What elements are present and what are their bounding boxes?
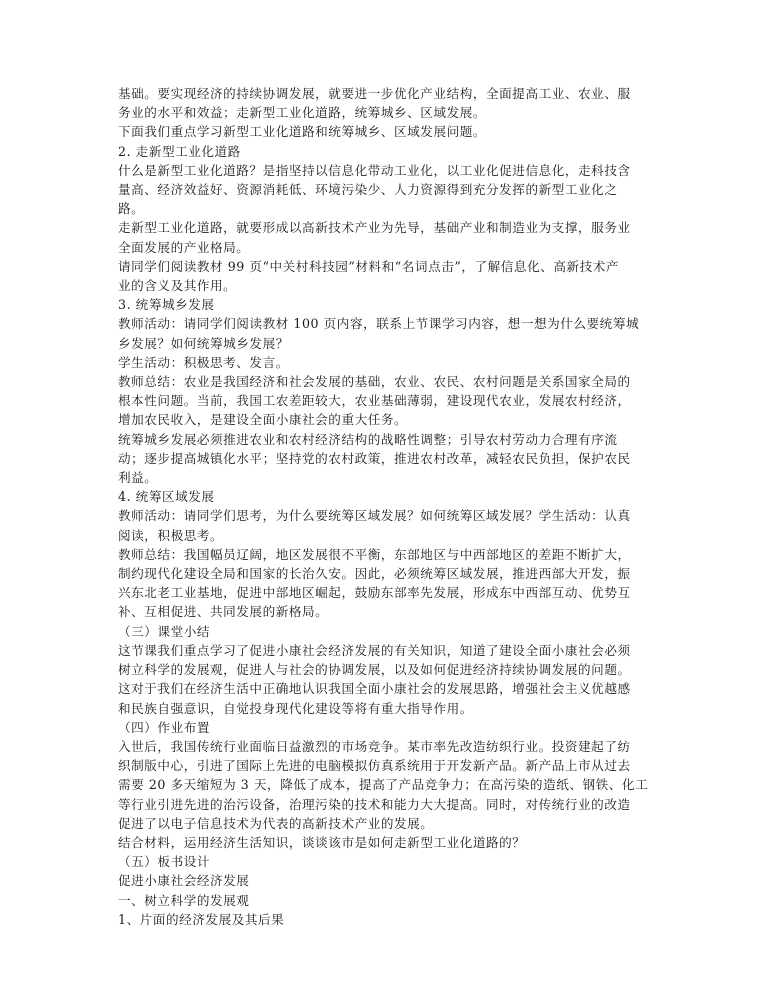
text-line: 织制版中心，引进了国际上先进的电脑模拟仿真系统用于开发新产品。新产品上市从过去	[118, 758, 631, 774]
text-line: 什么是新型工业化道路？是指坚持以信息化带动工业化，以工业化促进信息化，走科技含	[118, 162, 631, 178]
text-line: 促进小康社会经济发展	[118, 873, 250, 889]
text-line: 根本性问题。当前，我国工农差距较大，农业基础薄弱，建设现代农业，发展农村经济，	[118, 393, 631, 409]
text-line: 量高、经济效益好、资源消耗低、环境污染少、人力资源得到充分发挥的新型工业化之	[118, 182, 618, 198]
text-line: 教师总结：我国幅员辽阔，地区发展很不平衡，东部地区与中西部地区的差距不断扩大，	[118, 546, 631, 562]
text-line: 1、片面的经济发展及其后果	[118, 911, 285, 927]
text-line: 下面我们重点学习新型工业化道路和统筹城乡、区域发展问题。	[118, 124, 487, 140]
text-line: 教师总结：农业是我国经济和社会发展的基础，农业、农民、农村问题是关系国家全局的	[118, 374, 631, 390]
text-line: 教师活动：请同学们阅读教材 100 页内容，联系上节课学习内容，想一想为什么要统筹城	[118, 316, 640, 332]
text-line: 动；逐步提高城镇化水平；坚持党的农村政策，推进农村改革，减轻农民负担，保护农民	[118, 450, 631, 466]
text-line: 全面发展的产业格局。	[118, 239, 250, 255]
text-line: 增加农民收入，是建设全面小康社会的重大任务。	[118, 412, 408, 428]
section-heading: （四）作业布置	[118, 719, 211, 735]
section-heading: 4. 统筹区域发展	[118, 489, 215, 505]
document-page	[118, 84, 656, 929]
text-line: 务业的水平和效益；走新型工业化道路，统筹城乡、区域发展。	[118, 105, 487, 121]
text-line: 补、互相促进、共同发展的新格局。	[118, 604, 329, 620]
text-line: 路。	[118, 201, 145, 217]
text-line: 基础。要实现经济的持续协调发展，就要进一步优化产业结构，全面提高工业、农业、服	[118, 86, 631, 101]
text-line: 乡发展？如何统筹城乡发展？	[118, 335, 289, 351]
text-line: 走新型工业化道路，就要形成以高新技术产业为先导，基础产业和制造业为支撑，服务业	[118, 220, 631, 236]
text-line: 阅读，积极思考。	[118, 527, 224, 543]
text-line: 需要 20 多天缩短为 3 天，降低了成本，提高了产品竞争力；在高污染的造纸、钢铁、化工	[118, 777, 649, 793]
section-heading: （三）课堂小结	[118, 623, 211, 639]
text-line: 制约现代化建设全局和国家的长治久安。因此，必须统筹区域发展，推进西部大开发，振	[118, 566, 631, 582]
text-line: 利益。	[118, 470, 158, 486]
text-line: 兴东北老工业基地，促进中部地区崛起，鼓励东部率先发展，形成东中西部互动、优势互	[118, 585, 631, 601]
text-line: 请同学们阅读教材 99 页“中关村科技园”材料和“名词点击”，了解信息化、高新技术产	[118, 258, 620, 274]
text-line: 促进了以电子信息技术为代表的高新技术产业的发展。	[118, 815, 434, 831]
text-line: 一、树立科学的发展观	[118, 892, 250, 908]
text-line: 结合材料，运用经济生活知识，谈谈该市是如何走新型工业化道路的？	[118, 834, 526, 850]
section-heading: 2. 走新型工业化道路	[118, 143, 241, 159]
text-line: 入世后，我国传统行业面临日益激烈的市场竞争。某市率先改造纺织行业。投资建起了纺	[118, 738, 631, 754]
text-line: 业的含义及其作用。	[118, 278, 237, 294]
text-line: 教师活动：请同学们思考，为什么要统筹区域发展？如何统筹区域发展？学生活动：认真	[118, 508, 631, 524]
text-line: 学生活动：积极思考、发言。	[118, 354, 289, 370]
section-heading: （五）板书设计	[118, 854, 211, 870]
section-heading: 3. 统筹城乡发展	[118, 297, 215, 313]
text-line: 这节课我们重点学习了促进小康社会经济发展的有关知识，知道了建设全面小康社会必须	[118, 642, 631, 658]
text-line: 统筹城乡发展必须推进农业和农村经济结构的战略性调整；引导农村劳动力合理有序流	[118, 431, 618, 447]
text-line: 等行业引进先进的治污设备，治理污染的技术和能力大大提高。同时，对传统行业的改造	[118, 796, 631, 812]
text-line: 树立科学的发展观，促进人与社会的协调发展，以及如何促进经济持续协调发展的问题。	[118, 662, 631, 678]
text-line: 和民族自强意识，自觉投身现代化建设等将有重大指导作用。	[118, 700, 473, 716]
text-line: 这对于我们在经济生活中正确地认识我国全面小康社会的发展思路，增强社会主义优越感	[118, 681, 631, 697]
